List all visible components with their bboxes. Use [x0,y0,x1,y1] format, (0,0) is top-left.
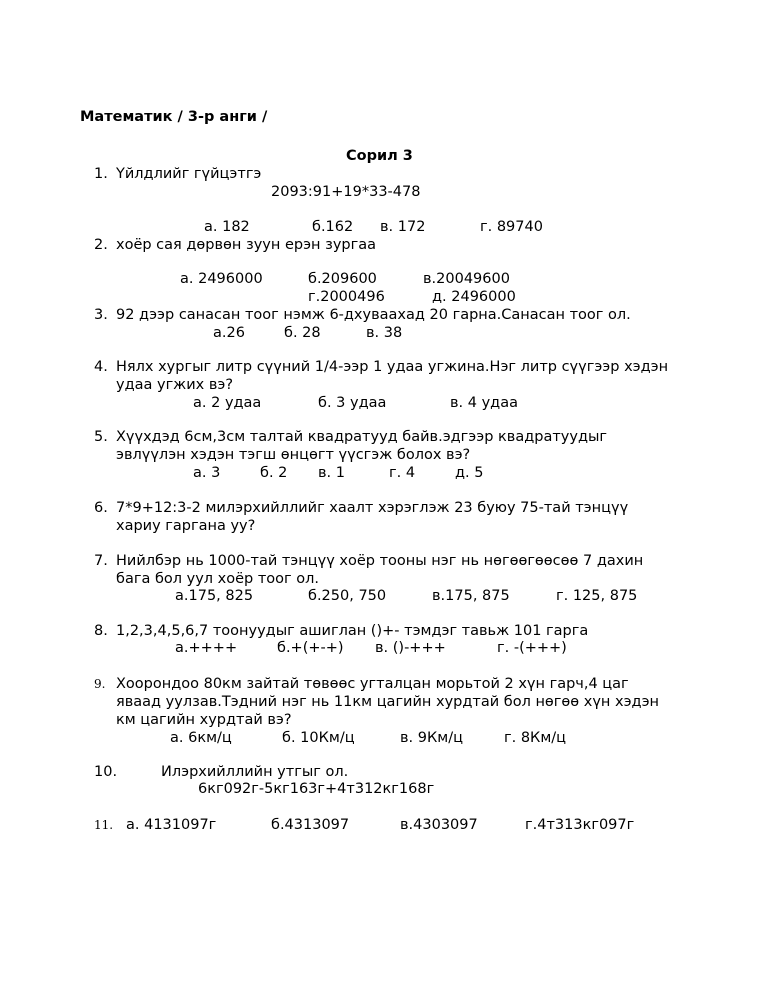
question-expression: 6кг092г-5кг163г+4т312кг168г [198,781,435,797]
answer-option: в. 1 [318,465,345,481]
answer-option: в.175, 875 [432,588,510,604]
question-number: 7. [94,553,108,569]
question-number: 4. [94,359,108,375]
answer-option: д. 2496000 [432,289,516,305]
question-text: бага бол уул хоёр тоог ол. [116,571,320,587]
answer-option: б. 3 удаа [318,395,387,411]
answer-option: г. 89740 [480,219,543,235]
question-text: км цагийн хурдтай вэ? [116,712,292,728]
answer-option: а. 6км/ц [170,730,232,746]
question-number: 1. [94,166,108,182]
answer-option: г. 4 [389,465,416,481]
question-text: Хоорондоо 80км зайтай төвөөс угталцан морьтой 2 хүн гарч,4 цаг [116,676,629,692]
answer-option: г. 125, 875 [556,588,638,604]
answer-option: а.175, 825 [175,588,254,604]
answer-option: в. 172 [380,219,426,235]
answer-option: в. ()-+++ [375,640,446,656]
answer-option: б.162 [312,219,354,235]
question-text: 1,2,3,4,5,6,7 тоонуудыг ашиглан ()+- тэмдэг тавьж 101 гарга [116,623,589,639]
answer-option: в. 38 [366,325,403,341]
question-number: 6. [94,500,108,516]
question-text: Нийлбэр нь 1000-тай тэнцүү хоёр тооны нэг нь нөгөөгөөсөө 7 дахин [116,553,644,569]
answer-option: а. 182 [204,219,250,235]
answer-option: а.26 [213,325,245,341]
answer-option: г.4т313кг097г [525,817,635,833]
question-text: хоёр сая дөрвөн зуун ерэн зургаа [116,237,377,253]
question-text: Үйлдлийг гүйцэтгэ [116,166,262,182]
answer-option: б.250, 750 [308,588,387,604]
answer-option: б. 28 [284,325,321,341]
answer-option: а. 2496000 [180,271,263,287]
answer-option: в.4303097 [400,817,478,833]
question-number: 11. [94,818,114,832]
answer-option: в. 4 удаа [450,395,518,411]
question-number: 5. [94,429,108,445]
question-expression: 2093:91+19*33-478 [271,184,421,200]
answer-option: б. 10Км/ц [282,730,355,746]
answer-option: а. 3 [193,465,221,481]
question-text: удаа угжих вэ? [116,377,234,393]
answer-option: д. 5 [455,465,484,481]
question-number: 2. [94,237,108,253]
answer-option: а.++++ [175,640,238,656]
answer-option: г.2000496 [308,289,385,305]
question-number: 10. [94,764,118,780]
question-text: эвлүүлэн хэдэн тэгш өнцөгт үүсгэж болох вэ? [116,447,471,463]
document-title: Математик / 3-р анги / [80,109,268,125]
answer-option: г. -(+++) [497,640,567,656]
question-number: 8. [94,623,108,639]
question-text: Илэрхийллийн утгыг ол. [161,764,349,780]
answer-option: в.20049600 [423,271,510,287]
answer-option: б. 2 [260,465,288,481]
answer-option: г. 8Км/ц [504,730,567,746]
question-text: 92 дээр санасан тоог нэмж 6-дхуваахад 20 гарна.Санасан тоог ол. [116,307,631,323]
question-text: Нялх хургыг литр сүүний 1/4-ээр 1 удаа угжина.Нэг литр сүүгээр хэдэн [116,359,669,375]
question-text: Хүүхдэд 6см,3см талтай квадратууд байв.эдгээр квадратуудыг [116,429,608,445]
answer-option: а. 2 удаа [193,395,262,411]
question-text: яваад уулзав.Тэдний нэг нь 11км цагийн хурдтай бол нөгөө хүн хэдэн [116,694,660,710]
question-text: 7*9+12:3-2 милэрхийллийг хаалт хэрэглэж 23 буюу 75-тай тэнцүү [116,500,629,516]
question-text: хариу гаргана уу? [116,518,256,534]
question-number: 9. [94,677,106,691]
answer-option: в. 9Км/ц [400,730,463,746]
answer-option: б.209600 [308,271,377,287]
answer-option: б.4313097 [271,817,350,833]
test-title: Сорил 3 [346,148,413,164]
answer-option: а. 4131097г [126,817,217,833]
answer-option: б.+(+-+) [277,640,344,656]
question-number: 3. [94,307,108,323]
